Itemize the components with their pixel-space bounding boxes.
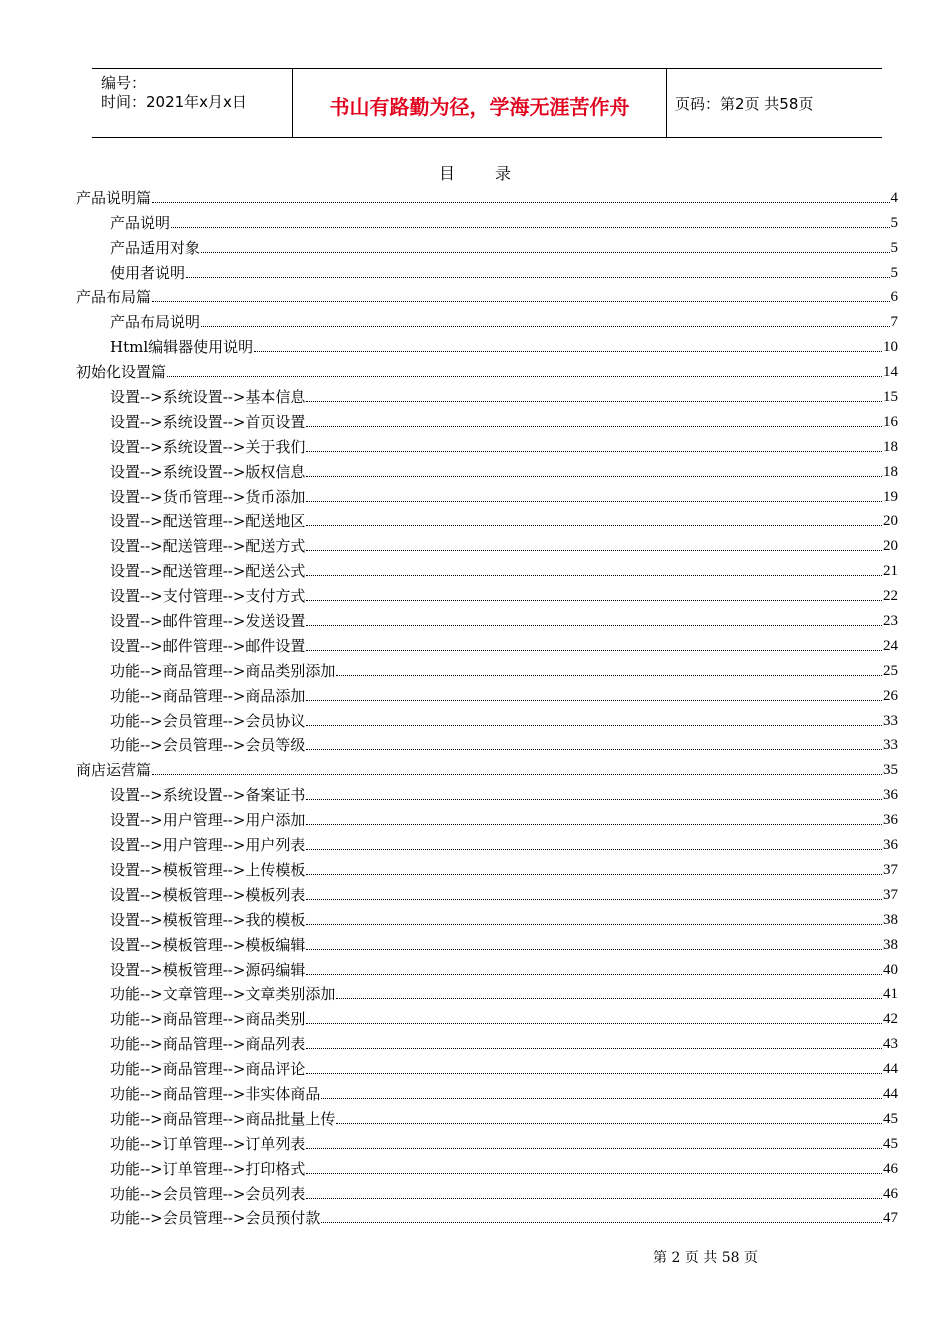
toc-dot-leader (306, 748, 882, 750)
toc-entry-title: 设置-->用户管理-->用户添加 (110, 811, 306, 830)
header-page-info: 页码：第2页 共58页 (675, 95, 814, 113)
toc-subentry[interactable] (76, 1029, 898, 1054)
toc-entry-page-number: 46 (883, 1160, 898, 1177)
toc-entry-title: 设置-->系统设置-->关于我们 (110, 437, 306, 456)
toc-dot-leader (306, 798, 882, 800)
toc-dot-leader (306, 1197, 882, 1199)
toc-entry-page-number: 41 (883, 986, 898, 1003)
toc-subentry[interactable] (76, 731, 898, 756)
toc-entry-title: 功能-->订单管理-->打印格式 (110, 1159, 306, 1178)
toc-subentry[interactable] (76, 1104, 898, 1129)
toc-dot-leader (306, 1172, 882, 1174)
toc-dot-leader (306, 1047, 882, 1049)
toc-entry-page-number: 33 (883, 737, 898, 754)
toc-dot-leader (306, 1147, 882, 1149)
toc-subentry[interactable] (76, 1204, 898, 1229)
header-motto: 书山有路勤为径，学海无涯苦作舟 (329, 95, 630, 119)
toc-dot-leader (336, 674, 882, 676)
toc-title-char-1: 目 (438, 164, 455, 183)
toc-entry-title: 功能-->订单管理-->订单列表 (110, 1134, 306, 1153)
toc-entry-title: 设置-->邮件管理-->发送设置 (110, 612, 306, 631)
toc-entry-title: 功能-->商品管理-->商品类别 (110, 1010, 306, 1029)
toc-dot-leader (167, 375, 882, 377)
toc-section-entry[interactable] (76, 283, 898, 308)
toc-entry-page-number: 5 (890, 214, 898, 231)
toc-entry-page-number: 35 (883, 762, 898, 779)
document-time-label: 时间：2021年x月x日 (101, 93, 247, 111)
toc-dot-leader (201, 325, 889, 327)
toc-entry-page-number: 45 (883, 1135, 898, 1152)
toc-section-entry[interactable] (76, 183, 898, 208)
toc-dot-leader (306, 599, 882, 601)
toc-title (0, 161, 950, 184)
toc-entry-title: 功能-->商品管理-->商品评论 (110, 1060, 306, 1079)
toc-entry-title: 产品说明 (110, 213, 171, 232)
toc-dot-leader (152, 300, 889, 302)
toc-entry-page-number: 15 (883, 389, 898, 406)
toc-dot-leader (306, 500, 882, 502)
toc-entry-title: 功能-->商品管理-->商品类别添加 (110, 661, 336, 680)
toc-dot-leader (306, 898, 882, 900)
toc-dot-leader (306, 873, 882, 875)
page-header (92, 68, 882, 138)
toc-subentry[interactable] (76, 457, 898, 482)
toc-entry-title: 设置-->模板管理-->模板编辑 (110, 935, 306, 954)
toc-entry-title: 设置-->配送管理-->配送方式 (110, 537, 306, 556)
toc-dot-leader (171, 226, 889, 228)
toc-entry-page-number: 33 (883, 712, 898, 729)
toc-entry-page-number: 6 (890, 289, 898, 306)
toc-title-char-2: 录 (495, 164, 512, 183)
toc-entry-page-number: 45 (883, 1110, 898, 1127)
toc-entry-title: 设置-->系统设置-->基本信息 (110, 388, 306, 407)
toc-subentry[interactable] (76, 606, 898, 631)
toc-dot-leader (306, 524, 882, 526)
toc-subentry[interactable] (76, 681, 898, 706)
toc-subentry[interactable] (76, 980, 898, 1005)
toc-entry-title: 设置-->配送管理-->配送公式 (110, 562, 306, 581)
toc-subentry[interactable] (76, 482, 898, 507)
toc-entry-page-number: 5 (890, 239, 898, 256)
toc-entry-page-number: 7 (890, 314, 898, 331)
toc-subentry[interactable] (76, 581, 898, 606)
toc-entry-title: 产品布局说明 (110, 313, 201, 332)
toc-entry-page-number: 10 (883, 339, 898, 356)
toc-entry-title: 设置-->货币管理-->货币添加 (110, 487, 306, 506)
toc-entry-page-number: 5 (890, 264, 898, 281)
toc-dot-leader (306, 549, 882, 551)
toc-entry-title: 商店运营篇 (76, 761, 152, 780)
toc-dot-leader (306, 923, 882, 925)
toc-entry-page-number: 42 (883, 1011, 898, 1028)
toc-entry-title: 初始化设置篇 (76, 363, 167, 382)
toc-dot-leader (306, 649, 882, 651)
header-page-cell (666, 69, 882, 137)
toc-entry-title: 功能-->商品管理-->商品列表 (110, 1035, 306, 1054)
toc-subentry[interactable] (76, 955, 898, 980)
toc-entry-title: 产品布局篇 (76, 288, 152, 307)
toc-entry-title: 产品说明篇 (76, 188, 152, 207)
toc-entry-title: 设置-->配送管理-->配送地区 (110, 512, 306, 531)
toc-dot-leader (306, 1072, 882, 1074)
toc-dot-leader (336, 997, 882, 999)
toc-subentry[interactable] (76, 1129, 898, 1154)
toc-entry-page-number: 36 (883, 837, 898, 854)
toc-dot-leader (306, 724, 882, 726)
toc-subentry[interactable] (76, 432, 898, 457)
toc-entry-page-number: 22 (883, 588, 898, 605)
toc-dot-leader (306, 948, 882, 950)
toc-dot-leader (186, 276, 889, 278)
toc-entry-title: 设置-->系统设置-->版权信息 (110, 462, 306, 481)
toc-entry-page-number: 44 (883, 1061, 898, 1078)
toc-entry-title: 设置-->用户管理-->用户列表 (110, 836, 306, 855)
toc-subentry[interactable] (76, 1079, 898, 1104)
toc-entry-title: 设置-->模板管理-->源码编辑 (110, 960, 306, 979)
toc-dot-leader (201, 251, 889, 253)
toc-subentry[interactable] (76, 930, 898, 955)
toc-subentry[interactable] (76, 507, 898, 532)
toc-dot-leader (254, 350, 882, 352)
toc-entry-page-number: 36 (883, 812, 898, 829)
toc-entry-page-number: 37 (883, 886, 898, 903)
toc-entry-title: 功能-->会员管理-->会员等级 (110, 736, 306, 755)
toc-dot-leader (321, 1097, 882, 1099)
toc-entry-title: 产品适用对象 (110, 238, 201, 257)
toc-dot-leader (321, 1221, 882, 1223)
toc-dot-leader (306, 400, 882, 402)
toc-dot-leader (306, 823, 882, 825)
toc-entry-title: 设置-->支付管理-->支付方式 (110, 587, 306, 606)
toc-entry-page-number: 47 (883, 1210, 898, 1227)
toc-entry-page-number: 18 (883, 438, 898, 455)
toc-subentry[interactable] (76, 1004, 898, 1029)
toc-subentry[interactable] (76, 905, 898, 930)
toc-subentry[interactable] (76, 233, 898, 258)
header-motto-cell (292, 69, 667, 137)
toc-entry-title: 功能-->商品管理-->商品添加 (110, 686, 306, 705)
toc-dot-leader (306, 450, 882, 452)
toc-entry-title: 设置-->模板管理-->上传模板 (110, 860, 306, 879)
toc-dot-leader (336, 1122, 882, 1124)
toc-entry-page-number: 36 (883, 787, 898, 804)
toc-entry-title: 功能-->会员管理-->会员协议 (110, 711, 306, 730)
toc-subentry[interactable] (76, 830, 898, 855)
toc-subentry[interactable] (76, 407, 898, 432)
toc-entry-title: 设置-->系统设置-->备案证书 (110, 786, 306, 805)
table-of-contents (76, 183, 898, 1228)
toc-entry-title: Html编辑器使用说明 (110, 338, 254, 357)
toc-entry-title: 功能-->商品管理-->商品批量上传 (110, 1109, 336, 1128)
toc-subentry[interactable] (76, 805, 898, 830)
toc-dot-leader (152, 201, 889, 203)
toc-entry-page-number: 23 (883, 613, 898, 630)
toc-subentry[interactable] (76, 258, 898, 283)
toc-entry-page-number: 43 (883, 1036, 898, 1053)
toc-entry-title: 设置-->系统设置-->首页设置 (110, 412, 306, 431)
toc-subentry[interactable] (76, 556, 898, 581)
toc-subentry[interactable] (76, 1054, 898, 1079)
toc-subentry[interactable] (76, 1154, 898, 1179)
toc-subentry[interactable] (76, 307, 898, 332)
toc-entry-page-number: 16 (883, 413, 898, 430)
toc-section-entry[interactable] (76, 357, 898, 382)
toc-subentry[interactable] (76, 706, 898, 731)
toc-subentry[interactable] (76, 656, 898, 681)
header-meta-cell (92, 69, 292, 137)
toc-dot-leader (306, 699, 882, 701)
toc-entry-title: 功能-->会员管理-->会员预付款 (110, 1209, 321, 1228)
toc-subentry[interactable] (76, 332, 898, 357)
toc-entry-title: 设置-->模板管理-->模板列表 (110, 885, 306, 904)
toc-entry-page-number: 18 (883, 463, 898, 480)
toc-section-entry[interactable] (76, 755, 898, 780)
toc-dot-leader (306, 475, 882, 477)
page-footer: 第 2 页 共 58 页 (653, 1250, 758, 1266)
toc-entry-page-number: 21 (883, 563, 898, 580)
toc-dot-leader (306, 425, 882, 427)
toc-dot-leader (306, 574, 882, 576)
toc-dot-leader (306, 624, 882, 626)
toc-subentry[interactable] (76, 531, 898, 556)
toc-dot-leader (306, 973, 882, 975)
toc-subentry[interactable] (76, 382, 898, 407)
toc-entry-page-number: 24 (883, 637, 898, 654)
toc-dot-leader (152, 773, 882, 775)
toc-entry-page-number: 14 (883, 364, 898, 381)
toc-entry-page-number: 4 (890, 189, 898, 206)
toc-dot-leader (306, 848, 882, 850)
toc-entry-page-number: 25 (883, 662, 898, 679)
toc-entry-title: 功能-->会员管理-->会员列表 (110, 1184, 306, 1203)
toc-subentry[interactable] (76, 631, 898, 656)
toc-entry-page-number: 20 (883, 513, 898, 530)
toc-subentry[interactable] (76, 880, 898, 905)
toc-entry-page-number: 40 (883, 961, 898, 978)
toc-entry-title: 功能-->文章管理-->文章类别添加 (110, 985, 336, 1004)
document-number-label: 编号： (101, 74, 147, 92)
toc-entry-page-number: 38 (883, 936, 898, 953)
toc-entry-title: 功能-->商品管理-->非实体商品 (110, 1084, 321, 1103)
toc-dot-leader (306, 1022, 882, 1024)
toc-entry-title: 设置-->邮件管理-->邮件设置 (110, 636, 306, 655)
toc-entry-page-number: 19 (883, 488, 898, 505)
toc-subentry[interactable] (76, 780, 898, 805)
toc-subentry[interactable] (76, 1179, 898, 1204)
toc-entry-page-number: 44 (883, 1085, 898, 1102)
toc-entry-title: 使用者说明 (110, 263, 186, 282)
toc-entry-page-number: 20 (883, 538, 898, 555)
toc-entry-page-number: 46 (883, 1185, 898, 1202)
toc-subentry[interactable] (76, 208, 898, 233)
toc-entry-page-number: 38 (883, 911, 898, 928)
toc-entry-page-number: 37 (883, 861, 898, 878)
toc-entry-title: 设置-->模板管理-->我的模板 (110, 910, 306, 929)
toc-entry-page-number: 26 (883, 687, 898, 704)
toc-subentry[interactable] (76, 855, 898, 880)
